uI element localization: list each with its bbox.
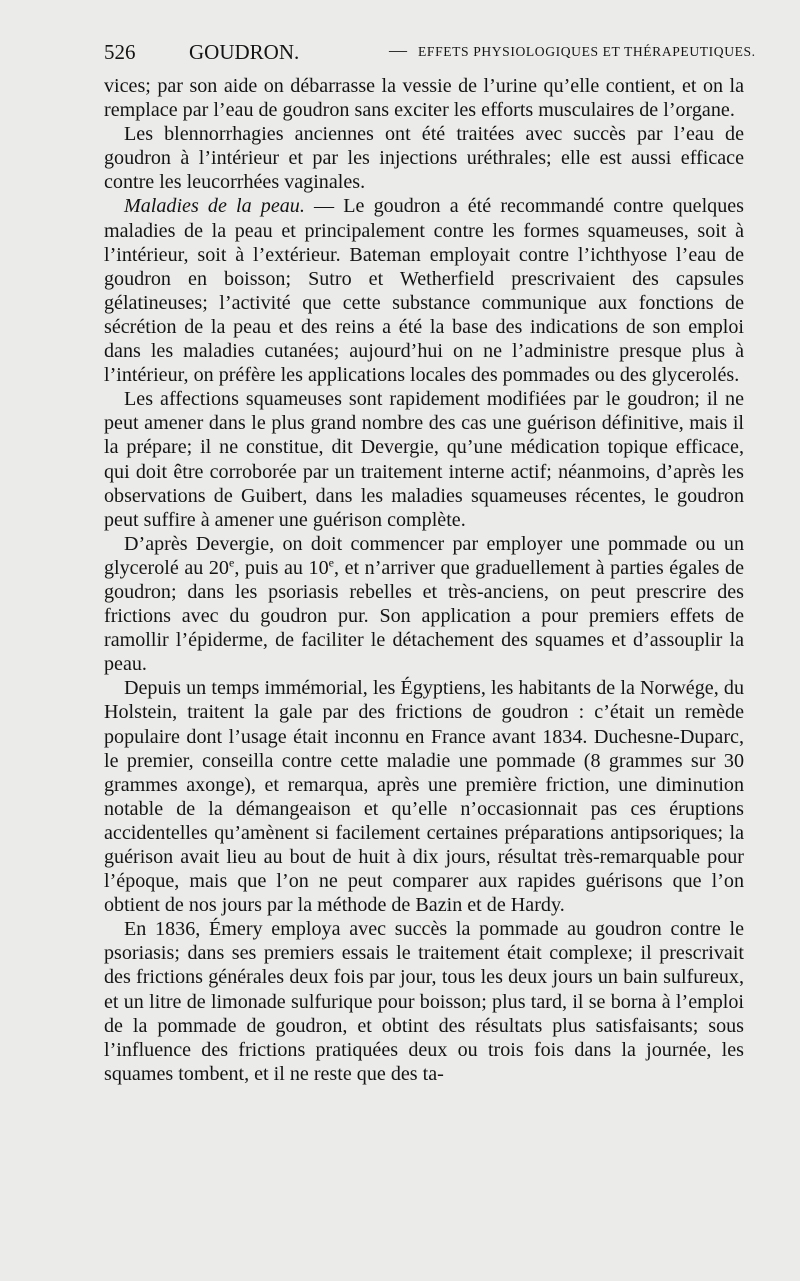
running-head-subtitle: EFFETS PHYSIOLOGIQUES ET THÉRAPEUTIQUES. [418,44,756,59]
paragraph-devergie-part-c: , et n’arriver que graduellement à parties égales de goudron; dans les psoriasis rebelles et très-anciens, on peut prescrire des frictions avec du goudron pur. Son application a pour premiers effets de ramollir l’épiderme, de faciliter le détachement des squames et d’assouplir la peau. [104,556,745,676]
running-header [104,40,760,74]
paragraph-maladies-peau [104,194,744,387]
paragraph-devergie-part-a: D’après Devergie, on doit commencer par employer une pommade ou un glycerolé au 20 [104,532,744,579]
paragraph-devergie-part-b: , puis au 10 [234,556,329,579]
page-number: 526 [104,40,136,64]
paragraph-affections-squameuses: Les affections squameuses sont rapidement modifiées par le goudron; il ne peut amener dans le plus grand nombre des cas une guérison définitive, mais il la prépare; il ne constitue, dit Devergie, qu’une médication topique efficace, qui doit être corroborée par un traitement interne actif; néanmoins, d’après les observations de Guibert, dans les maladies squameuses récentes, le goudron peut suffire à amener une guérison complète. [104,388,744,531]
section-heading-maladies-peau: Maladies de la peau. [124,195,305,218]
paragraph-gale: Depuis un temps immémorial, les Égyptiens, les habitants de la Norwége, du Holstein, traitent la gale par des frictions de goudron : c’était un remède populaire dont l’usage était inconnu en France avant 1834. Duchesne-Duparc, le premier, conseilla contre cette maladie une pommade (8 grammes sur 30 grammes axonge), et remarqua, après une première friction, une diminution notable de la démangeaison et qu’elle n’occasionnait pas ces éruptions accidentelles qu’amènent si facilement certaines préparations antipsoriques; la guérison avait lieu au bout de huit à dix jours, résultat très-remarquable pour l’époque, mais que l’on ne peut comparer aux rapides guérisons que l’on obtient de nos jours par la méthode de Bazin et de Hardy. [104,677,744,917]
paragraph-blennorrhagies: Les blennorrhagies anciennes ont été traitées avec succès par l’eau de goudron à l’intérieur et par les injections uréthrales; elle est aussi efficace contre les leucorrhées vaginales. [104,123,744,194]
superscript-e-2: e [328,555,334,570]
paragraph-devergie [104,532,744,677]
paragraph-emery: En 1836, Émery employa avec succès la pommade au goudron contre le psoriasis; dans ses premiers essais le traitement était complexe; il prescrivait des frictions générales deux fois par jour, tous les deux jours un bain sulfureux, et un litre de limonade sulfurique pour boisson; plus tard, il se borna à l’emploi de la pommade de goudron, et obtint des résultats plus satisfaisants; sous l’influence des frictions pratiquées deux ou trois fois dans la journée, les squames tombent, et il ne reste que des ta- [104,918,744,1085]
superscript-e-1: e [228,555,235,570]
paragraph-maladies-peau-text: — Le goudron a été recommandé contre quelques maladies de la peau et principalement contre les formes squameuses, soit à l’intérieur, soit à l’extérieur. Bateman employait contre l’ichthyose l’eau de goudron en boisson; Sutro et Wetherfield prescrivaient des capsules gélatineuses; l’activité que cette substance communique aux fonctions de sécrétion de la peau et des reins a été la base des indications de son emploi dans les maladies cutanées; aujourd’hui on ne l’administre presque plus à l’intérieur, on préfère les applications locales des pommades ou des glycerolés. [104,195,745,387]
paragraph-continuation: vices; par son aide on débarrasse la vessie de l’urine qu’elle contient, et on la remplace par l’eau de goudron sans exciter les efforts musculaires de l’organe. [104,75,744,122]
running-head-title: GOUDRON. [189,40,300,64]
body-text [104,74,744,1086]
header-dash: — [389,40,407,60]
